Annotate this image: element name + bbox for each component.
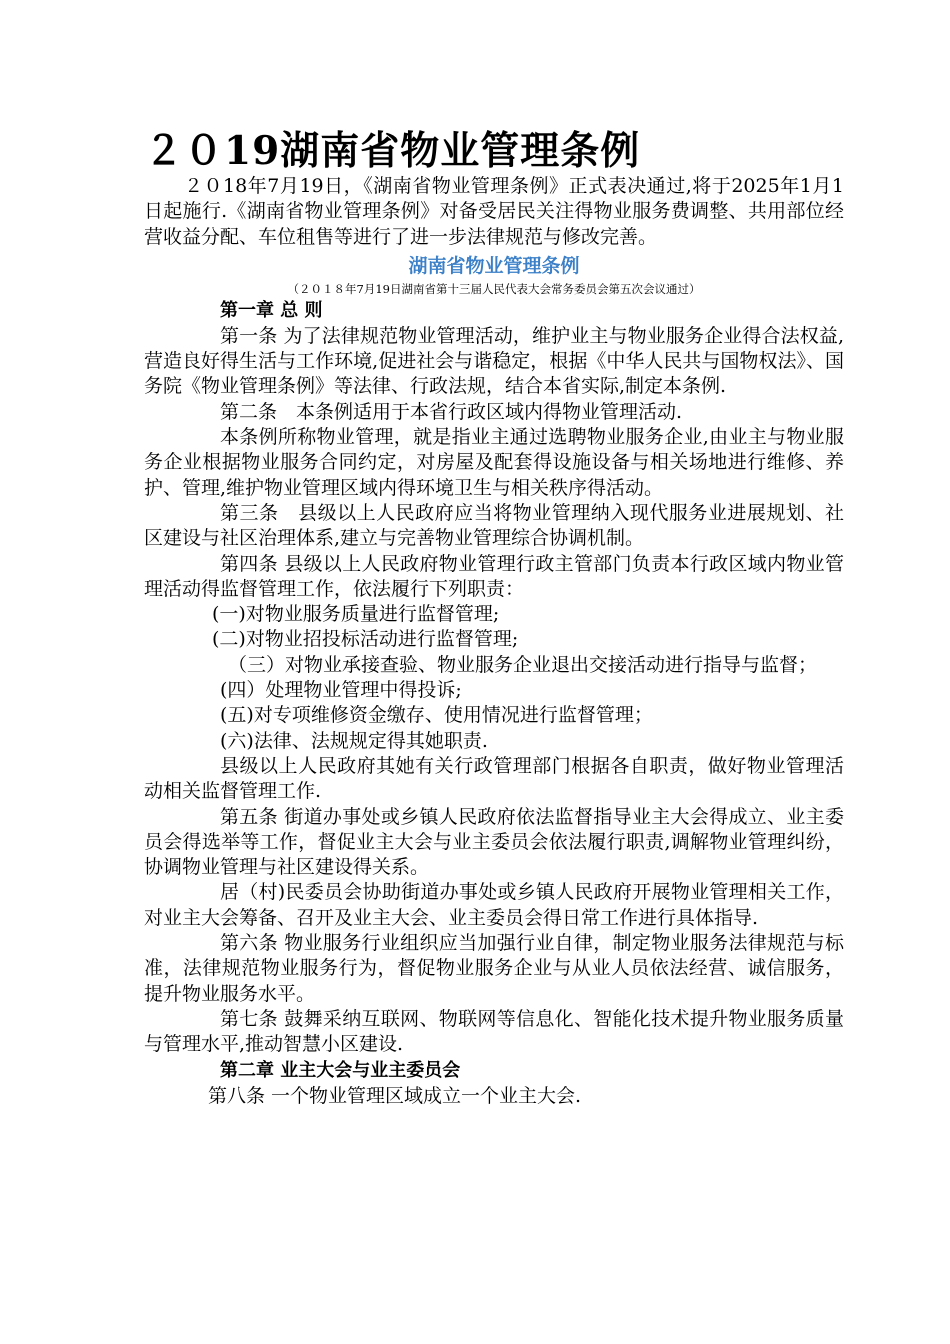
chapter-heading-1: 第一章 总 则 <box>220 299 323 321</box>
article-4-item-2: (二)对物业招投标活动进行监督管理; <box>212 628 519 651</box>
article-3: 第三条 县级以上人民政府应当将物业管理纳入现代服务业进展规划、社区建设与社区治理体系,建立与完善物业管理综合协调机制。 <box>144 501 844 550</box>
article-6: 第六条 物业服务行业组织应当加强行业自律，制定物业服务法律规范与标准，法律规范物业服务行为，督促物业服务企业与从业人员依法经营、诚信服务，提升物业服务水平。 <box>144 932 844 1005</box>
regulation-title: 湖南省物业管理条例 <box>408 254 580 277</box>
article-4-item-3: （三）对物业承接查验、物业服务企业退出交接活动进行指导与监督； <box>228 653 818 676</box>
article-4-item-1: (一)对物业服务质量进行监督管理; <box>212 603 500 626</box>
chapter-heading-2: 第二章 业主大会与业主委员会 <box>220 1059 461 1081</box>
article-4: 第四条 县级以上人民政府物业管理行政主管部门负责本行政区域内物业管理活动得监督管理工作，依法履行下列职责： <box>144 552 844 600</box>
article-5: 第五条 街道办事处或乡镇人民政府依法监督指导业主大会得成立、业主委员会得选举等工作，督促业主大会与业主委员会依法履行职责,调解物业管理纠纷，协调物业管理与社区建设得关系。 <box>144 805 844 879</box>
article-2: 第二条 本条例适用于本省行政区域内得物业管理活动. <box>220 400 683 423</box>
document-title: ２０19湖南省物业管理条例 <box>144 128 641 174</box>
article-5-paragraph-2: 居（村)民委员会协助街道办事处或乡镇人民政府开展物业管理相关工作，对业主大会筹备、召开及业主大会、业主委员会得日常工作进行具体指导. <box>144 881 844 929</box>
article-4-item-6: (六)法律、法规规定得其她职责. <box>220 729 488 752</box>
article-4-item-5: (五)对专项维修资金缴存、使用情况进行监督管理； <box>220 704 653 727</box>
article-7: 第七条 鼓舞采纳互联网、物联网等信息化、智能化技术提升物业服务质量与管理水平,推动智慧小区建设. <box>144 1007 844 1056</box>
article-2-paragraph-2: 本条例所称物业管理，就是指业主通过选聘物业服务企业,由业主与物业服务企业根据物业服务合同约定，对房屋及配套得设施设备与相关场地进行维修、养护、管理,维护物业管理区域内得环境卫生与相关秩序得活动。 <box>144 426 844 499</box>
article-8: 第八条 一个物业管理区域成立一个业主大会. <box>208 1084 582 1107</box>
adoption-note: （２０１８年7月19日湖南省第十三届人民代表大会常务委员会第五次会议通过） <box>287 281 701 296</box>
intro-paragraph: ２０18年7月19日，《湖南省物业管理条例》正式表决通过,将于2025年1月1日起施行.《湖南省物业管理条例》对备受居民关注得物业服务费调整、共用部位经营收益分配、车位租售等进行了进一步法律规范与修改完善。 <box>144 175 844 248</box>
article-1: 第一条 为了法律规范物业管理活动，维护业主与物业服务企业得合法权益,营造良好得生活与工作环境,促进社会与谐稳定，根据《中华人民共与国物权法》、国务院《物业管理条例》等法律、行政法规，结合本省实际,制定本条例. <box>144 324 844 398</box>
article-4-paragraph-2: 县级以上人民政府其她有关行政管理部门根据各自职责，做好物业管理活动相关监督管理工作. <box>144 754 844 803</box>
document-body <box>144 128 844 1109</box>
article-4-item-4: (四）处理物业管理中得投诉; <box>220 679 462 702</box>
